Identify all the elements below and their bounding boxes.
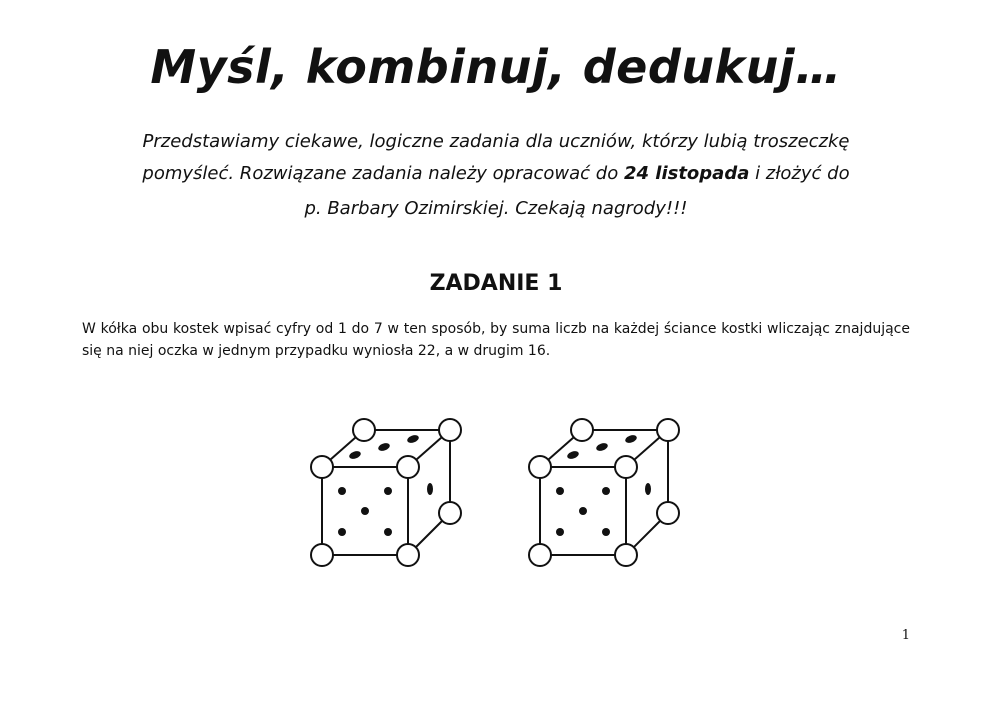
task-heading: ZADANIE 1 [429,271,563,296]
cubes-illustration [300,405,690,580]
intro-last-line: p. Barbary Ozimirskiej. Czekają nagrody!!! [304,198,688,219]
cubes-figure [300,405,690,585]
cube-1 [311,419,461,566]
task-text: W kółka obu kostek wpisać cyfry od 1 do 7 w ten sposób, by suma liczb na każdej ściance kostki wliczając znajdujące się na niej oczka w jednym przypadku wyniosła 22, a w drugim 16. [82,321,910,359]
deadline-date: 24 listopada [623,163,750,184]
intro-paragraph [96,126,896,190]
page-title: Myśl, kombinuj, dedukuj… [150,40,842,94]
intro-text-end: i złożyć do [749,163,850,184]
cube-2 [529,419,679,566]
page-number: 1 [901,628,910,643]
intro-text: Przedstawiamy ciekawe, logiczne zadania dla uczniów, którzy lubią troszeczkę pomyśleć. Rozwiązane zadania należy opracować do [142,131,850,184]
